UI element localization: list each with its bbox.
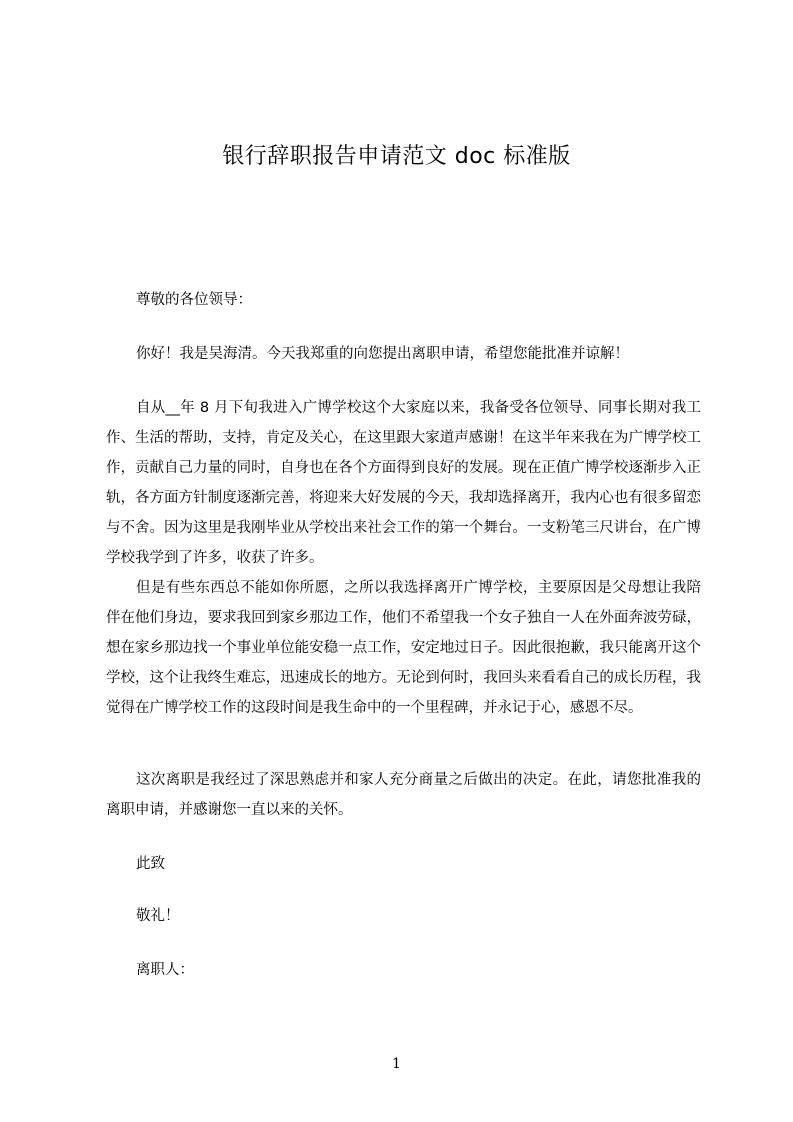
greeting: 你好！我是吴海清。今天我郑重的向您提出离职申请，希望您能批准并谅解！ [136,346,629,362]
signature-label: 离职人： [136,962,194,978]
page-number: 1 [392,1056,401,1072]
closing-cizhi: 此致 [136,856,165,872]
closing-jingli: 敬礼！ [136,908,180,924]
salutation: 尊敬的各位领导： [136,292,252,308]
body-paragraph-3: 这次离职是我经过了深思熟虑并和家人充分商量之后做出的决定。在此，请您批准我的离职申请，并感谢您一直以来的关怀。 [106,772,701,818]
body-paragraph-1: 自从__年 8 月下旬我进入广博学校这个大家庭以来，我备受各位领导、同事长期对我工作、生活的帮助，支持，肯定及关心，在这里跟大家道声感谢！在这半年来我在为广博学校工作，贡献自己力量的同时，自身也在各个方面得到良好的发展。现在正值广博学校逐渐步入正轨，各方面方针制度逐渐完善，将迎来大好发展的今天，我却选择离开，我内心也有很多留恋与不舍。因为这里是我刚毕业从学校出来社会工作的第一个舞台。一支粉笔三尺讲台，在广博学校我学到了许多，收获了许多。 [106,400,701,566]
document-title: 银行辞职报告申请范文 doc 标准版 [222,144,571,169]
body-paragraph-2: 但是有些东西总不能如你所愿，之所以我选择离开广博学校，主要原因是父母想让我陪伴在他们身边，要求我回到家乡那边工作，他们不希望我一个女子独自一人在外面奔波劳碌，想在家乡那边找一个事业单位能安稳一点工作，安定地过日子。因此很抱歉，我只能离开这个学校，这个让我终生难忘，迅速成长的地方。无论到何时，我回头来看看自己的成长历程，我觉得在广博学校工作的这段时间是我生命中的一个里程碑，并永记于心，感恩不尽。 [106,580,701,716]
